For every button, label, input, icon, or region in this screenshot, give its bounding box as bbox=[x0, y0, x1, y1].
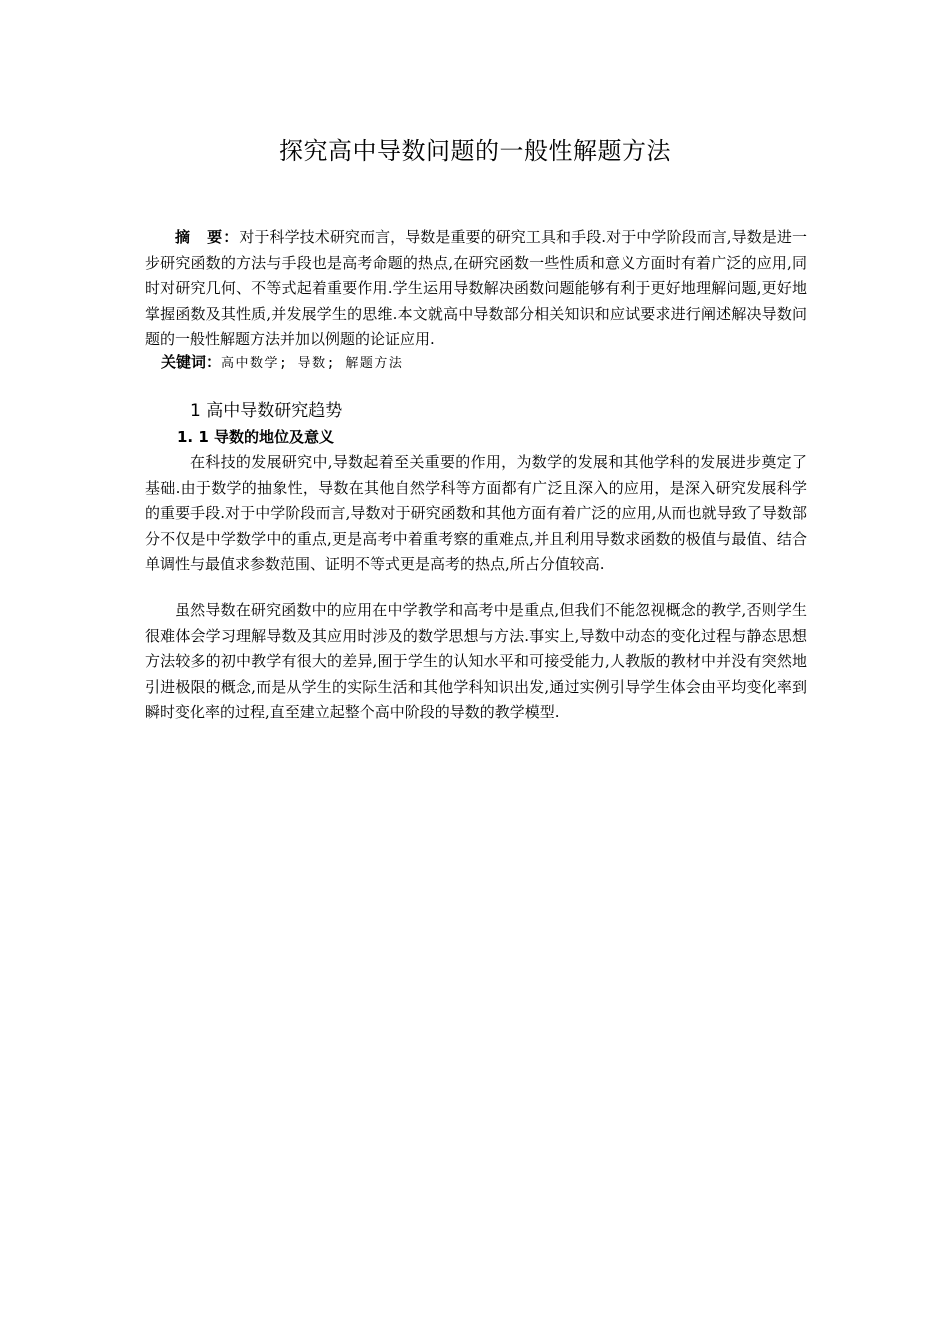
paragraph: 在科技的发展研究中,导数起着至关重要的作用，为数学的发展和其他学科的发展进步奠定了基础.由于数学的抽象性，导数在其他自然学科等方面都有广泛且深入的应用，是深入研究发展科学的重要手段.对于中学阶段而言,导数对于研究函数和其他方面有着广泛的应用,从而也就导致了导数部分不仅是中学数学中的重点,更是高考中着重考察的重难点,并且利用导数求函数的极值与最值、结合单调性与最值求参数范围、证明不等式更是高考的热点,所占分值较高. bbox=[145, 453, 807, 573]
subsection-heading: 1. 1 导数的地位及意义 bbox=[177, 428, 335, 446]
keywords bbox=[145, 350, 807, 377]
keywords-label: 关键词： bbox=[161, 353, 222, 371]
paragraph: 虽然导数在研究函数中的应用在中学教学和高考中是重点,但我们不能忽视概念的教学,否则学生很难体会学习理解导数及其应用时涉及的数学思想与方法.事实上,导数中动态的变化过程与静态思想方法较多的初中教学有很大的差异,囿于学生的认知水平和可接受能力,人教版的教材中并没有突然地引进极限的概念,而是从学生的实际生活和其他学科知识出发,通过实例引导学生体会由平均变化率到瞬时变化率的过程,直至建立起整个高中阶段的导数的教学模型. bbox=[145, 601, 807, 721]
abstract-text: 对于科学技术研究而言，导数是重要的研究工具和手段.对于中学阶段而言,导数是进一步研究函数的方法与手段也是高考命题的热点,在研究函数一些性质和意义方面时有着广泛的应用,同时对研究几何、不等式起着重要作用.学生运用导数解决函数问题能够有利于更好地理解问题,更好地掌握函数及其性质,并发展学生的思维.本文就高中导数部分相关知识和应试要求进行阐述解决导数问题的一般性解题方法并加以例题的论证应用. bbox=[145, 228, 807, 348]
abstract-label: 摘 要： bbox=[175, 228, 240, 246]
keywords-value: 高中数学; 导数; 解题方法 bbox=[221, 356, 404, 371]
section-heading: 1 高中导数研究趋势 bbox=[190, 401, 343, 421]
document-title: 探究高中导数问题的一般性解题方法 bbox=[279, 137, 671, 165]
abstract bbox=[145, 225, 807, 353]
